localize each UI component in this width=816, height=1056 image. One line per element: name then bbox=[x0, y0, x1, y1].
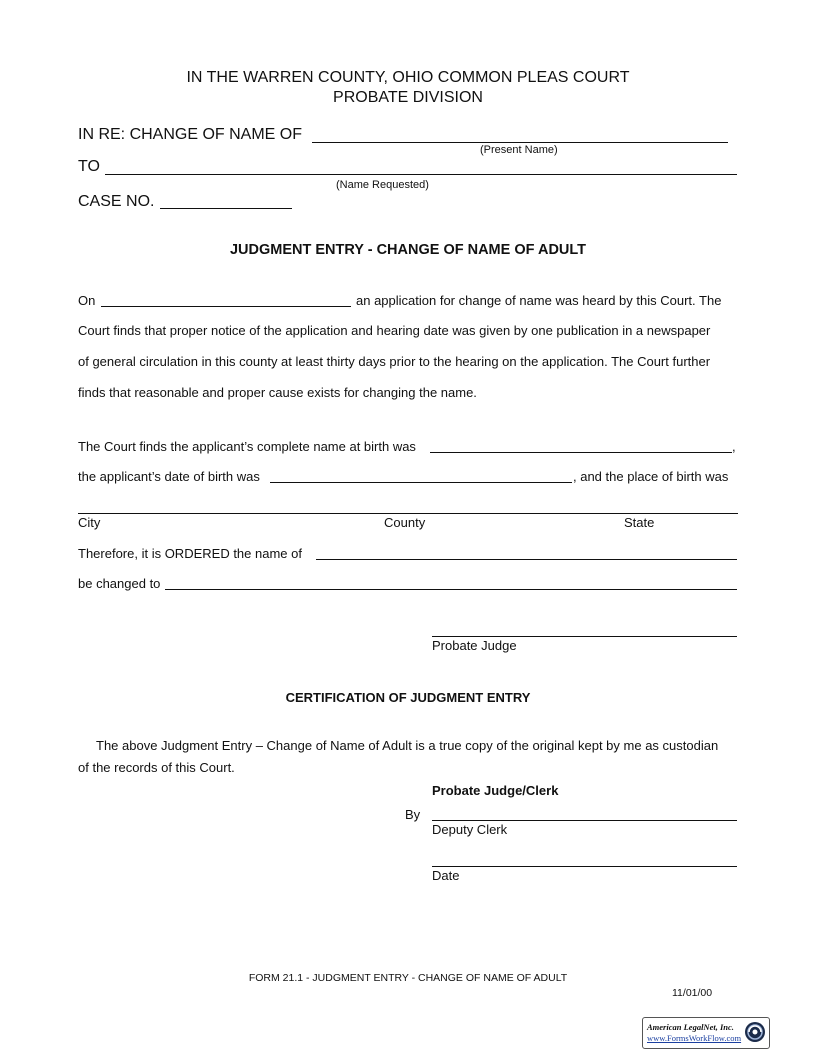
present-name-field[interactable] bbox=[312, 142, 728, 143]
dob-label: the applicant’s date of birth was bbox=[78, 469, 260, 484]
birth-name-label: The Court finds the applicant’s complete name at birth was bbox=[78, 439, 416, 454]
city-label: City bbox=[78, 515, 101, 530]
name-requested-hint: (Name Requested) bbox=[336, 179, 429, 191]
dob-field[interactable] bbox=[270, 482, 572, 483]
ordered-label: Therefore, it is ORDERED the name of bbox=[78, 546, 302, 561]
globe-logo-icon bbox=[744, 1021, 766, 1043]
date-signature-line[interactable] bbox=[432, 866, 737, 867]
birth-name-comma: , bbox=[732, 439, 736, 454]
court-heading: IN THE WARREN COUNTY, OHIO COMMON PLEAS COURT bbox=[186, 69, 630, 86]
new-name-field[interactable] bbox=[165, 589, 737, 590]
deputy-clerk-label: Deputy Clerk bbox=[432, 822, 508, 837]
certification-text-line-2: of the records of this Court. bbox=[78, 760, 235, 775]
document-title: JUDGMENT ENTRY - CHANGE OF NAME OF ADULT bbox=[229, 242, 587, 258]
publisher-seal bbox=[642, 1017, 770, 1049]
county-label: County bbox=[384, 515, 426, 530]
birth-name-field[interactable] bbox=[430, 452, 732, 453]
birthplace-label: , and the place of birth was bbox=[573, 469, 729, 484]
changed-to-label: be changed to bbox=[78, 576, 161, 591]
probate-judge-label: Probate Judge bbox=[432, 638, 517, 653]
revision-date: 11/01/00 bbox=[672, 987, 713, 999]
deputy-signature-line[interactable] bbox=[432, 820, 737, 821]
case-no-label: CASE NO. bbox=[78, 193, 155, 210]
case-no-field[interactable] bbox=[160, 208, 292, 209]
hearing-date-field[interactable] bbox=[101, 306, 351, 307]
on-label: On bbox=[78, 293, 96, 308]
requested-name-field[interactable] bbox=[105, 174, 737, 175]
paragraph-line-1: an application for change of name was heard by this Court. The bbox=[356, 293, 722, 308]
paragraph-line-3: of general circulation in this county at least thirty days prior to the hearing on the application. The Court further bbox=[78, 354, 711, 369]
state-label: State bbox=[624, 515, 655, 530]
paragraph-line-4: finds that reasonable and proper cause exists for changing the name. bbox=[78, 385, 477, 400]
to-label: TO bbox=[78, 158, 100, 175]
paragraph-line-2: Court finds that proper notice of the application and hearing date was given by one publication in a newspaper bbox=[78, 323, 711, 338]
publisher-url[interactable]: www.FormsWorkFlow.com bbox=[647, 1033, 742, 1043]
probate-judge-clerk-label: Probate Judge/Clerk bbox=[432, 783, 559, 798]
certification-text-line-1: The above Judgment Entry – Change of Name of Adult is a true copy of the original kept by me as custodian bbox=[96, 738, 719, 753]
in-re-label: IN RE: CHANGE OF NAME OF bbox=[78, 126, 303, 143]
division-heading: PROBATE DIVISION bbox=[333, 89, 483, 106]
by-label: By bbox=[405, 807, 421, 822]
current-name-field[interactable] bbox=[316, 559, 737, 560]
birthplace-field[interactable] bbox=[78, 513, 738, 514]
judge-signature-line[interactable] bbox=[432, 636, 737, 637]
publisher-name: American LegalNet, Inc. bbox=[647, 1022, 734, 1032]
certification-title: CERTIFICATION OF JUDGMENT ENTRY bbox=[285, 690, 531, 705]
form-footer-label: FORM 21.1 - JUDGMENT ENTRY - CHANGE OF NAME OF ADULT bbox=[248, 972, 568, 984]
present-name-hint: (Present Name) bbox=[480, 144, 558, 156]
date-label: Date bbox=[432, 868, 460, 883]
